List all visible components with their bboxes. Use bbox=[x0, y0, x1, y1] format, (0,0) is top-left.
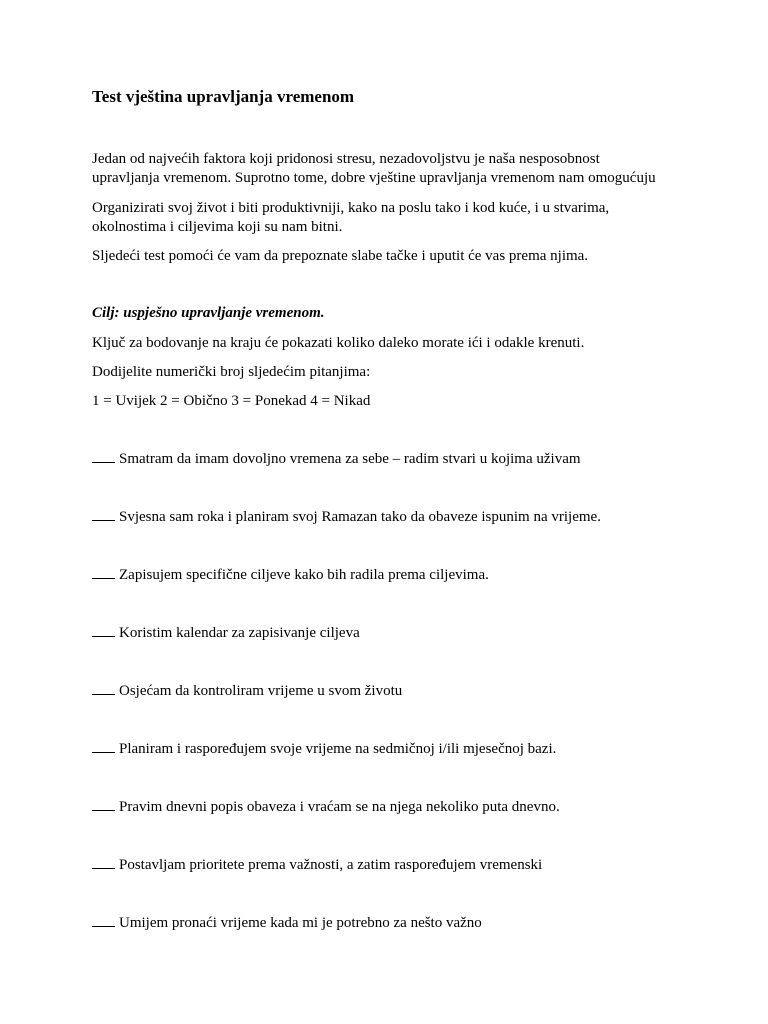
question-text: Svjesna sam roka i planiram svoj Ramazan tako da obaveze ispunim na vrijeme. bbox=[119, 509, 601, 525]
question-item bbox=[92, 450, 581, 469]
intro-line-1: Jedan od najvećih faktora koji pridonosi stresu, nezadovoljstvu je naša nesposobnost bbox=[92, 151, 600, 167]
question-item bbox=[92, 624, 360, 643]
answer-blank[interactable] bbox=[92, 624, 115, 637]
question-item bbox=[92, 914, 482, 933]
answer-blank[interactable] bbox=[92, 682, 115, 695]
question-text: Planiram i raspoređujem svoje vrijeme na sedmičnoj i/ili mjesečnoj bazi. bbox=[119, 741, 557, 757]
intro-line-4: okolnostima i ciljevima koji su nam bitni. bbox=[92, 219, 343, 235]
scale-text: 1 = Uvijek 2 = Obično 3 = Ponekad 4 = Nikad bbox=[92, 393, 371, 409]
answer-blank[interactable] bbox=[92, 508, 115, 521]
intro-line-5: Sljedeći test pomoći će vam da prepoznate slabe tačke i uputit će vas prema njima. bbox=[92, 248, 589, 264]
question-text: Postavljam prioritete prema važnosti, a zatim raspoređujem vremenski bbox=[119, 857, 543, 873]
question-text: Umijem pronaći vrijeme kada mi je potrebno za nešto važno bbox=[119, 915, 482, 931]
assign-text: Dodijelite numerički broj sljedećim pitanjima: bbox=[92, 364, 371, 380]
question-text: Pravim dnevni popis obaveza i vraćam se na njega nekoliko puta dnevno. bbox=[119, 799, 560, 815]
question-item bbox=[92, 740, 556, 759]
question-item bbox=[92, 508, 601, 527]
question-item bbox=[92, 856, 542, 875]
question-item bbox=[92, 682, 402, 701]
question-text: Smatram da imam dovoljno vremena za sebe – radim stvari u kojima uživam bbox=[119, 451, 581, 467]
answer-blank[interactable] bbox=[92, 566, 115, 579]
question-text: Koristim kalendar za zapisivanje ciljeva bbox=[119, 625, 360, 641]
goal-heading: Cilj: uspješno upravljanje vremenom. bbox=[92, 305, 325, 321]
question-text: Zapisujem specifične ciljeve kako bih radila prema ciljevima. bbox=[119, 567, 489, 583]
intro-line-3: Organizirati svoj život i biti produktivniji, kako na poslu tako i kod kuće, i u stvarima, bbox=[92, 200, 610, 216]
answer-blank[interactable] bbox=[92, 740, 115, 753]
answer-blank[interactable] bbox=[92, 450, 115, 463]
key-text: Ključ za bodovanje na kraju će pokazati koliko daleko morate ići i odakle krenuti. bbox=[92, 335, 585, 351]
document-title: Test vještina upravljanja vremenom bbox=[92, 87, 355, 106]
answer-blank[interactable] bbox=[92, 914, 115, 927]
answer-blank[interactable] bbox=[92, 798, 115, 811]
answer-blank[interactable] bbox=[92, 856, 115, 869]
intro-line-2: upravljanja vremenom. Suprotno tome, dobre vještine upravljanja vremenom nam omogućuju bbox=[92, 170, 656, 186]
question-text: Osjećam da kontroliram vrijeme u svom životu bbox=[119, 683, 403, 699]
question-item bbox=[92, 798, 560, 817]
question-item bbox=[92, 566, 489, 585]
